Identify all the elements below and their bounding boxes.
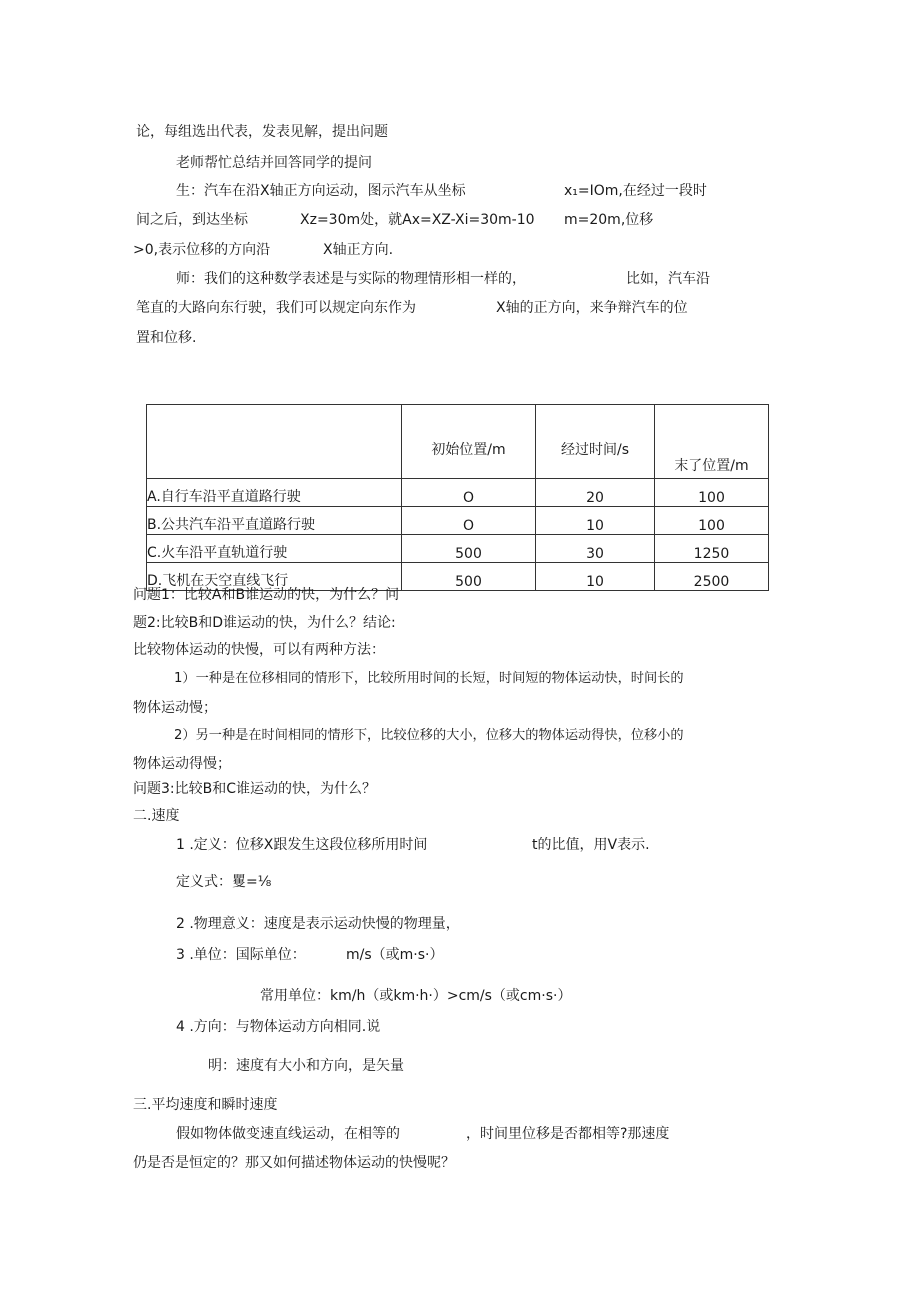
speed-common-unit: 常用单位：km/h（或km·h·）>cm/s（或cm·s·）	[260, 988, 572, 1004]
teacher-line-1a: 师：我们的这种数学表述是与实际的物理情形相一样的，	[176, 271, 526, 287]
row-start: 500	[402, 535, 536, 563]
table-header-time: 经过时间/s	[536, 405, 655, 479]
table-header-row	[147, 405, 769, 479]
section-speed-heading: 二.速度	[133, 808, 180, 824]
row-time: 10	[536, 563, 655, 591]
method-1-line-a: 1）一种是在位移相同的情形下，比较所用时间的长短，时间短的物体运动快，时间长的	[174, 671, 684, 686]
intro-line-1: 论，每组选出代表，发表见解，提出问题	[136, 124, 388, 140]
teacher-line-2b: X轴的正方向，来争辩汽车的位	[496, 300, 688, 316]
row-end: 100	[655, 507, 769, 535]
teacher-line-3: 置和位移.	[136, 330, 197, 346]
table-row	[147, 535, 769, 563]
table-row	[147, 507, 769, 535]
speed-meaning: 2 .物理意义：速度是表示运动快慢的物理量，	[176, 916, 460, 932]
row-start: O	[402, 507, 536, 535]
student-line-2c: m=20m,位移	[564, 212, 654, 228]
row-label: D.飞机在天空直线飞行	[147, 563, 402, 591]
row-time: 30	[536, 535, 655, 563]
methods-intro: 比较物体运动的快慢，可以有两种方法：	[133, 642, 385, 658]
intro-line-2: 老师帮忙总结并回答同学的提问	[176, 155, 372, 171]
row-end: 2500	[655, 563, 769, 591]
table-header-end: 末了位置/m	[655, 405, 769, 479]
question-1: 问题1：比较A和B谁运动的快，为什么？问	[133, 587, 400, 603]
question-3: 问题3:比较B和C谁运动的快，为什么？	[133, 781, 377, 797]
avg-paragraph-b: ，时间里位移是否都相等?那速度	[466, 1126, 670, 1142]
motion-data-table	[146, 404, 769, 591]
section-avg-heading: 三.平均速度和瞬时速度	[133, 1097, 278, 1113]
teacher-line-2a: 笔直的大路向东行驶，我们可以规定向东作为	[136, 300, 416, 316]
student-line-3a: >0,表示位移的方向沿	[133, 242, 271, 258]
question-2: 题2:比较B和D谁运动的快，为什么？结论:	[133, 615, 396, 631]
method-1-line-b: 物体运动慢；	[133, 700, 217, 716]
speed-note: 明：速度有大小和方向，是矢量	[208, 1058, 404, 1074]
row-label: C.火车沿平直轨道行驶	[147, 535, 402, 563]
student-line-2b: Xz=30m处，就Ax=XZ-Xi=30m-10	[300, 212, 535, 228]
row-time: 20	[536, 479, 655, 507]
table-header-empty	[147, 405, 402, 479]
table-header-start: 初始位置/m	[402, 405, 536, 479]
student-line-3b: X轴正方向.	[323, 242, 394, 258]
student-line-1a: 生：汽车在沿X轴正方向运动，图示汽车从坐标	[176, 183, 466, 199]
speed-definition-b: t的比值，用V表示.	[532, 837, 650, 853]
method-2-line-b: 物体运动得慢；	[133, 756, 231, 772]
speed-formula: 定义式：矍=⅛	[176, 874, 272, 890]
avg-paragraph-a: 假如物体做变速直线运动，在相等的	[176, 1126, 400, 1142]
student-line-2a: 间之后，到达坐标	[136, 212, 248, 228]
student-line-1b: x₁=IOm,在经过一段时	[564, 183, 707, 199]
row-start: 500	[402, 563, 536, 591]
speed-unit-b: m/s（或m·s·）	[346, 947, 444, 963]
row-end: 1250	[655, 535, 769, 563]
method-2-line-a: 2）另一种是在时间相同的情形下，比较位移的大小，位移大的物体运动得快，位移小的	[174, 728, 684, 743]
speed-direction: 4 .方向：与物体运动方向相同.说	[176, 1019, 381, 1035]
row-start: O	[402, 479, 536, 507]
row-end: 100	[655, 479, 769, 507]
avg-paragraph-2: 仍是否是恒定的？那又如何描述物体运动的快慢呢？	[133, 1155, 455, 1171]
teacher-line-1b: 比如，汽车沿	[626, 271, 710, 287]
row-label: A.自行车沿平直道路行驶	[147, 479, 402, 507]
row-time: 10	[536, 507, 655, 535]
row-label: B.公共汽车沿平直道路行驶	[147, 507, 402, 535]
speed-unit-a: 3 .单位：国际单位：	[176, 947, 306, 963]
table-row	[147, 479, 769, 507]
speed-definition-a: 1 .定义：位移X跟发生这段位移所用时间	[176, 837, 428, 853]
